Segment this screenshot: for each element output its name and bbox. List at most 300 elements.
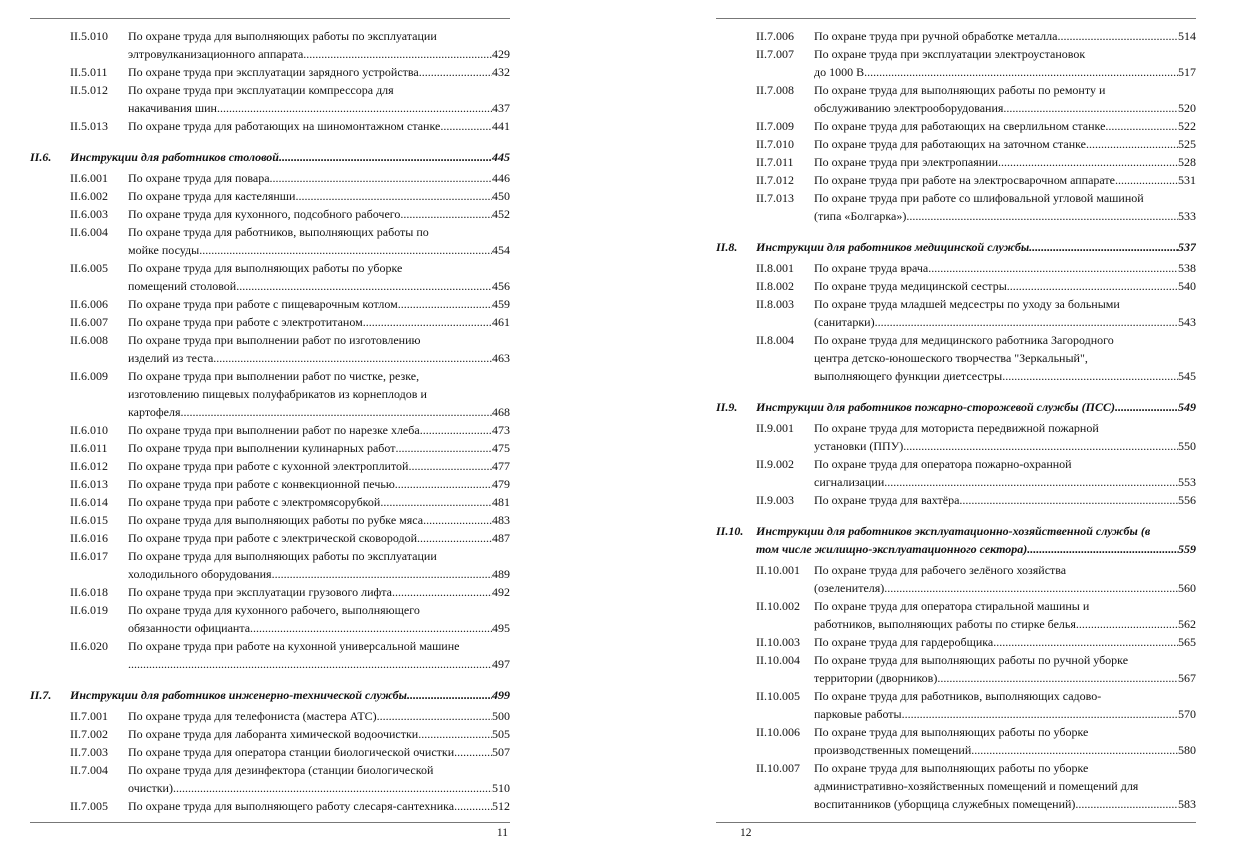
bottom-rule xyxy=(716,822,1196,823)
top-rule xyxy=(716,18,1196,19)
entry-title-line: По охране труда при работе со шлифовальной угловой машиной xyxy=(814,191,1144,205)
toc-entry xyxy=(30,529,510,547)
entry-page-number: 463 xyxy=(492,351,510,365)
entry-title-text: работников, выполняющих работы по стирке белья xyxy=(814,617,1076,631)
entry-title-text: По охране труда для работающих на заточном станке xyxy=(814,137,1087,151)
entry-title-line: По охране труда для кухонного рабочего, выполняющего xyxy=(128,603,420,617)
toc-entry xyxy=(716,687,1196,723)
entry-title-line xyxy=(128,655,510,673)
toc-entry xyxy=(716,419,1196,455)
entry-code: II.10.006 xyxy=(756,725,800,739)
toc-entry xyxy=(30,187,510,205)
toc-entry xyxy=(716,651,1196,687)
entry-page-number: 549 xyxy=(1178,400,1196,414)
entry-title-text: По охране труда для кастелянши xyxy=(128,189,296,203)
toc-entry xyxy=(716,597,1196,633)
table-of-contents xyxy=(716,27,1196,813)
entry-title-text: По охране труда при работе на электросварочном аппарате xyxy=(814,173,1115,187)
entry-page-number: 525 xyxy=(1178,137,1196,151)
entry-title-line: По охране труда для выполняющих работы по эксплуатации xyxy=(128,29,437,43)
entry-code: II.9. xyxy=(716,400,738,414)
entry-title-text: обязанности официанта xyxy=(128,621,251,635)
entry-code: II.8. xyxy=(716,240,738,254)
dot-leader xyxy=(1076,615,1178,633)
entry-title-line: По охране труда при эксплуатации электроустановок xyxy=(814,47,1086,61)
entry-code: II.6.003 xyxy=(70,207,108,221)
entry-title-text: Инструкции для работников медицинской службы xyxy=(756,240,1030,254)
entry-page-number: 550 xyxy=(1178,439,1196,453)
entry-title-line: По охране труда для моториста передвижной пожарной xyxy=(814,421,1099,435)
entry-title-text: По охране труда для кухонного, подсобного рабочего xyxy=(128,207,401,221)
entry-code: II.5.010 xyxy=(70,29,108,43)
entry-title-line xyxy=(756,238,1196,256)
entry-page-number: 510 xyxy=(492,781,510,795)
entry-title-line: По охране труда при эксплуатации компрессора для xyxy=(128,83,394,97)
entry-code: II.7.013 xyxy=(756,191,794,205)
entry-page-number: 512 xyxy=(492,799,510,813)
entry-page-number: 429 xyxy=(492,47,510,61)
entry-code: II.6. xyxy=(30,150,52,164)
entry-title-line xyxy=(128,779,510,797)
entry-page-number: 456 xyxy=(492,279,510,293)
left-page xyxy=(30,0,510,842)
entry-title-line xyxy=(814,705,1196,723)
dot-leader xyxy=(408,457,492,475)
entry-title-line xyxy=(128,583,510,601)
entry-page-number: 497 xyxy=(492,657,510,671)
entry-code: II.5.011 xyxy=(70,65,108,79)
entry-title-line xyxy=(128,63,510,81)
dot-leader xyxy=(270,169,492,187)
entry-page-number: 475 xyxy=(492,441,510,455)
entry-title-text: воспитанников (уборщица служебных помещений) xyxy=(814,797,1076,811)
entry-page-number: 517 xyxy=(1178,65,1196,79)
entry-code: II.6.018 xyxy=(70,585,108,599)
entry-code: II.6.012 xyxy=(70,459,108,473)
entry-page-number: 543 xyxy=(1178,315,1196,329)
toc-entry xyxy=(716,45,1196,81)
entry-title-line xyxy=(128,421,510,439)
dot-leader xyxy=(1086,135,1178,153)
entry-title-line: центра детско-юношеского творчества "Зеркальный", xyxy=(814,351,1088,365)
entry-code: II.10. xyxy=(716,524,744,538)
entry-title-text: По охране труда при работе с электротитаном xyxy=(128,315,363,329)
toc-entry xyxy=(30,797,510,815)
entry-title-text: По охране труда при работе с электромясорубкой xyxy=(128,495,381,509)
toc-entry xyxy=(30,439,510,457)
toc-section xyxy=(716,398,1196,416)
entry-code: II.7.001 xyxy=(70,709,108,723)
entry-title-text: По охране труда врача xyxy=(814,261,929,275)
entry-title-line xyxy=(814,633,1196,651)
entry-page-number: 533 xyxy=(1178,209,1196,223)
dot-leader xyxy=(417,529,492,547)
dot-leader xyxy=(1002,367,1178,385)
toc-entry xyxy=(30,63,510,81)
entry-page-number: 567 xyxy=(1178,671,1196,685)
toc-entry xyxy=(30,493,510,511)
entry-page-number: 481 xyxy=(492,495,510,509)
entry-title-line: По охране труда для оператора стиральной машины и xyxy=(814,599,1090,613)
entry-code: II.7.011 xyxy=(756,155,794,169)
entry-page-number: 507 xyxy=(492,745,510,759)
entry-title-text: картофеля xyxy=(128,405,181,419)
entry-page-number: 538 xyxy=(1178,261,1196,275)
dot-leader xyxy=(295,187,492,205)
entry-page-number: 483 xyxy=(492,513,510,527)
entry-page-number: 487 xyxy=(492,531,510,545)
entry-code: II.6.010 xyxy=(70,423,108,437)
entry-title-line: По охране труда младшей медсестры по уходу за больными xyxy=(814,297,1120,311)
entry-title-line xyxy=(756,398,1196,416)
entry-title-text: По охране труда для работающих на сверлильном станке xyxy=(814,119,1106,133)
entry-code: II.5.012 xyxy=(70,83,108,97)
toc-entry xyxy=(716,259,1196,277)
entry-page-number: 445 xyxy=(492,150,510,164)
entry-code: II.6.004 xyxy=(70,225,108,239)
entry-title-line: По охране труда для выполняющих работы по эксплуатации xyxy=(128,549,437,563)
entry-page-number: 528 xyxy=(1178,155,1196,169)
entry-title-line xyxy=(814,491,1196,509)
page-number: 12 xyxy=(740,827,752,839)
entry-code: II.5.013 xyxy=(70,119,108,133)
toc-entry xyxy=(30,169,510,187)
entry-page-number: 553 xyxy=(1178,475,1196,489)
dot-leader xyxy=(1115,398,1178,416)
dot-leader xyxy=(181,403,492,421)
entry-title-line: По охране труда для выполняющих работы по уборке xyxy=(814,725,1089,739)
toc-entry xyxy=(716,561,1196,597)
dot-leader xyxy=(993,633,1178,651)
entry-title-line xyxy=(128,475,510,493)
toc-entry xyxy=(30,295,510,313)
entry-title-text: По охране труда при выполнении работ по нарезке хлеба xyxy=(128,423,420,437)
toc-entry xyxy=(30,117,510,135)
entry-title-line xyxy=(128,797,510,815)
entry-title-text: (санитарки) xyxy=(814,315,875,329)
entry-page-number: 500 xyxy=(492,709,510,723)
entry-code: II.7. xyxy=(30,688,52,702)
dot-leader xyxy=(998,153,1178,171)
entry-title-text: том числе жилищно-эксплуатационного сектора) xyxy=(756,542,1028,556)
entry-title-text: (озеленителя) xyxy=(814,581,885,595)
entry-title-line xyxy=(814,259,1196,277)
entry-title-line xyxy=(814,795,1196,813)
entry-title-line xyxy=(814,27,1196,45)
entry-title-line: изготовлению пищевых полуфабрикатов из корнеплодов и xyxy=(128,387,427,401)
toc-entry xyxy=(30,205,510,223)
entry-title-line xyxy=(128,619,510,637)
entry-title-line xyxy=(128,725,510,743)
toc-entry xyxy=(716,331,1196,385)
entry-title-line: По охране труда для выполняющих работы по уборке xyxy=(128,261,403,275)
entry-page-number: 531 xyxy=(1178,173,1196,187)
entry-title-line xyxy=(128,457,510,475)
toc-entry xyxy=(716,633,1196,651)
entry-title-text: По охране труда при ручной обработке металла xyxy=(814,29,1058,43)
toc-entry xyxy=(716,277,1196,295)
entry-title-line xyxy=(128,99,510,117)
entry-page-number: 477 xyxy=(492,459,510,473)
entry-page-number: 559 xyxy=(1178,542,1196,556)
entry-page-number: 570 xyxy=(1178,707,1196,721)
entry-code: II.6.013 xyxy=(70,477,108,491)
dot-leader xyxy=(1007,277,1178,295)
toc-entry xyxy=(30,511,510,529)
entry-title-text: По охране труда для повара xyxy=(128,171,270,185)
dot-leader xyxy=(380,493,492,511)
entry-page-number: 473 xyxy=(492,423,510,437)
entry-title-text: По охране труда при работе с электрической сковородой xyxy=(128,531,418,545)
table-of-contents xyxy=(30,27,510,815)
toc-entry xyxy=(30,583,510,601)
entry-page-number: 454 xyxy=(492,243,510,257)
dot-leader xyxy=(173,779,492,797)
entry-code: II.7.012 xyxy=(756,173,794,187)
entry-title-text: парковые работы xyxy=(814,707,902,721)
dot-leader xyxy=(272,565,492,583)
entry-title-text: выполняющего функции диетсестры xyxy=(814,369,1003,383)
entry-code: II.7.008 xyxy=(756,83,794,97)
entry-title-line xyxy=(814,277,1196,295)
entry-page-number: 540 xyxy=(1178,279,1196,293)
entry-title-text: По охране труда для выполняющего работу слесаря-сантехника xyxy=(128,799,455,813)
entry-title-line: По охране труда для дезинфектора (станции биологической xyxy=(128,763,434,777)
entry-title-text: Инструкции для работников столовой xyxy=(70,150,279,164)
entry-title-text: сигнализации xyxy=(814,475,885,489)
dot-leader xyxy=(884,473,1178,491)
toc-entry xyxy=(716,189,1196,225)
entry-code: II.10.005 xyxy=(756,689,800,703)
entry-title-line xyxy=(128,349,510,367)
dot-leader xyxy=(213,349,492,367)
entry-code: II.6.001 xyxy=(70,171,108,185)
entry-code: II.10.004 xyxy=(756,653,800,667)
entry-title-line xyxy=(128,439,510,457)
entry-page-number: 580 xyxy=(1178,743,1196,757)
toc-entry xyxy=(30,223,510,259)
toc-section xyxy=(716,238,1196,256)
entry-page-number: 562 xyxy=(1178,617,1196,631)
entry-code: II.6.017 xyxy=(70,549,108,563)
entry-code: II.7.006 xyxy=(756,29,794,43)
entry-title-line xyxy=(814,117,1196,135)
toc-section xyxy=(30,686,510,704)
dot-leader xyxy=(377,707,492,725)
entry-title-line xyxy=(814,171,1196,189)
entry-title-line: Инструкции для работников эксплуатационно-хозяйственной службы (в xyxy=(756,524,1151,538)
entry-title-text: производственных помещений xyxy=(814,743,972,757)
entry-title-text: По охране труда для работающих на шиномонтажном станке xyxy=(128,119,441,133)
dot-leader xyxy=(236,277,492,295)
toc-entry xyxy=(30,725,510,743)
entry-title-line xyxy=(814,437,1196,455)
toc-entry xyxy=(716,153,1196,171)
toc-entry xyxy=(30,27,510,63)
toc-entry xyxy=(30,313,510,331)
toc-entry xyxy=(716,171,1196,189)
entry-page-number: 560 xyxy=(1178,581,1196,595)
entry-title-line: По охране труда для медицинского работника Загородного xyxy=(814,333,1114,347)
entry-code: II.7.002 xyxy=(70,727,108,741)
entry-page-number: 520 xyxy=(1178,101,1196,115)
entry-title-text: до 1000 В xyxy=(814,65,865,79)
entry-title-text: По охране труда для оператора станции биологической очистки xyxy=(128,745,455,759)
entry-page-number: 505 xyxy=(492,727,510,741)
dot-leader xyxy=(1057,27,1178,45)
entry-title-text: По охране труда медицинской сестры xyxy=(814,279,1007,293)
dot-leader xyxy=(395,439,492,457)
entry-page-number: 545 xyxy=(1178,369,1196,383)
toc-entry xyxy=(30,601,510,637)
toc-entry xyxy=(716,723,1196,759)
entry-code: II.7.007 xyxy=(756,47,794,61)
dot-leader xyxy=(363,313,492,331)
entry-code: II.9.002 xyxy=(756,457,794,471)
entry-code: II.10.001 xyxy=(756,563,800,577)
toc-entry xyxy=(30,421,510,439)
entry-title-text: установки (ППУ) xyxy=(814,439,904,453)
dot-leader xyxy=(902,705,1178,723)
entry-page-number: 479 xyxy=(492,477,510,491)
entry-page-number: 437 xyxy=(492,101,510,115)
toc-entry xyxy=(716,135,1196,153)
dot-leader xyxy=(440,117,492,135)
dot-leader xyxy=(454,743,492,761)
toc-entry xyxy=(716,491,1196,509)
toc-entry xyxy=(716,295,1196,331)
entry-title-line: По охране труда при выполнении работ по изготовлению xyxy=(128,333,421,347)
entry-title-line xyxy=(128,117,510,135)
entry-page-number: 583 xyxy=(1178,797,1196,811)
entry-title-text: По охране труда при эксплуатации грузового лифта xyxy=(128,585,392,599)
entry-title-line xyxy=(814,153,1196,171)
dot-leader xyxy=(407,686,492,704)
dot-leader xyxy=(395,475,492,493)
dot-leader xyxy=(392,583,492,601)
entry-title-line xyxy=(814,579,1196,597)
toc-entry xyxy=(716,117,1196,135)
entry-title-line xyxy=(128,313,510,331)
entry-code: II.9.001 xyxy=(756,421,794,435)
right-page xyxy=(716,0,1196,842)
dot-leader xyxy=(454,797,492,815)
entry-title-line xyxy=(814,313,1196,331)
toc-entry xyxy=(30,637,510,673)
entry-code: II.9.003 xyxy=(756,493,794,507)
dot-leader xyxy=(884,579,1178,597)
toc-entry xyxy=(716,81,1196,117)
entry-title-text: изделий из теста xyxy=(128,351,214,365)
toc-entry xyxy=(30,331,510,367)
entry-title-line xyxy=(814,207,1196,225)
dot-leader xyxy=(903,437,1178,455)
entry-code: II.10.003 xyxy=(756,635,800,649)
dot-leader xyxy=(875,313,1178,331)
entry-page-number: 492 xyxy=(492,585,510,599)
entry-title-text: обслуживанию электрооборудования xyxy=(814,101,1004,115)
toc-section xyxy=(30,148,510,166)
entry-title-line xyxy=(128,241,510,259)
entry-title-text: (типа «Болгарка») xyxy=(814,209,907,223)
entry-title-text: мойке посуды xyxy=(128,243,200,257)
entry-page-number: 468 xyxy=(492,405,510,419)
entry-title-line xyxy=(128,277,510,295)
entry-title-text: элтровулканизационного аппарата xyxy=(128,47,304,61)
dot-leader xyxy=(128,655,492,673)
toc-entry xyxy=(30,743,510,761)
toc-entry xyxy=(30,707,510,725)
dot-leader xyxy=(398,295,492,313)
entry-page-number: 565 xyxy=(1178,635,1196,649)
entry-title-line: По охране труда для рабочего зелёного хозяйства xyxy=(814,563,1067,577)
entry-page-number: 441 xyxy=(492,119,510,133)
dot-leader xyxy=(971,741,1178,759)
entry-title-text: По охране труда для телефониста (мастера АТС) xyxy=(128,709,377,723)
entry-title-text: По охране труда для вахтёра xyxy=(814,493,960,507)
entry-code: II.6.005 xyxy=(70,261,108,275)
entry-title-text: По охране труда при работе с кухонной электроплитой xyxy=(128,459,409,473)
dot-leader xyxy=(928,259,1178,277)
entry-title-line: По охране труда для работников, выполняющих садово- xyxy=(814,689,1102,703)
entry-code: II.8.003 xyxy=(756,297,794,311)
dot-leader xyxy=(217,99,492,117)
entry-code: II.6.008 xyxy=(70,333,108,347)
entry-code: II.7.010 xyxy=(756,137,794,151)
entry-title-line xyxy=(814,135,1196,153)
bottom-rule xyxy=(30,822,510,823)
entry-title-text: Инструкции для работников инженерно-технической службы xyxy=(70,688,407,702)
entry-code: II.6.007 xyxy=(70,315,108,329)
entry-title-line xyxy=(128,511,510,529)
entry-code: II.6.014 xyxy=(70,495,108,509)
dot-leader xyxy=(420,421,492,439)
entry-code: II.6.019 xyxy=(70,603,108,617)
entry-page-number: 495 xyxy=(492,621,510,635)
entry-page-number: 537 xyxy=(1178,240,1196,254)
entry-title-line: По охране труда для выполняющих работы по уборке xyxy=(814,761,1089,775)
entry-title-line xyxy=(70,686,510,704)
entry-title-line xyxy=(814,63,1196,81)
entry-title-line: По охране труда при выполнении работ по чистке, резке, xyxy=(128,369,420,383)
entry-title-line xyxy=(814,367,1196,385)
entry-title-line xyxy=(756,540,1196,558)
dot-leader xyxy=(199,241,492,259)
toc-entry xyxy=(716,455,1196,491)
entry-title-line xyxy=(128,187,510,205)
toc-entry xyxy=(30,367,510,421)
toc-entry xyxy=(716,27,1196,45)
entry-title-line xyxy=(128,205,510,223)
entry-title-line xyxy=(128,169,510,187)
dot-leader xyxy=(419,63,492,81)
entry-title-line xyxy=(814,99,1196,117)
entry-title-line xyxy=(814,669,1196,687)
top-rule xyxy=(30,18,510,19)
entry-title-text: накачивания шин xyxy=(128,101,217,115)
entry-code: II.6.020 xyxy=(70,639,108,653)
dot-leader xyxy=(1029,238,1178,256)
toc-entry xyxy=(30,81,510,117)
entry-title-text: По охране труда при работе с конвекционной печью xyxy=(128,477,395,491)
dot-leader xyxy=(959,491,1178,509)
toc-entry xyxy=(30,259,510,295)
dot-leader xyxy=(906,207,1178,225)
entry-code: II.10.002 xyxy=(756,599,800,613)
toc-entry xyxy=(30,761,510,797)
entry-code: II.6.006 xyxy=(70,297,108,311)
entry-page-number: 446 xyxy=(492,171,510,185)
